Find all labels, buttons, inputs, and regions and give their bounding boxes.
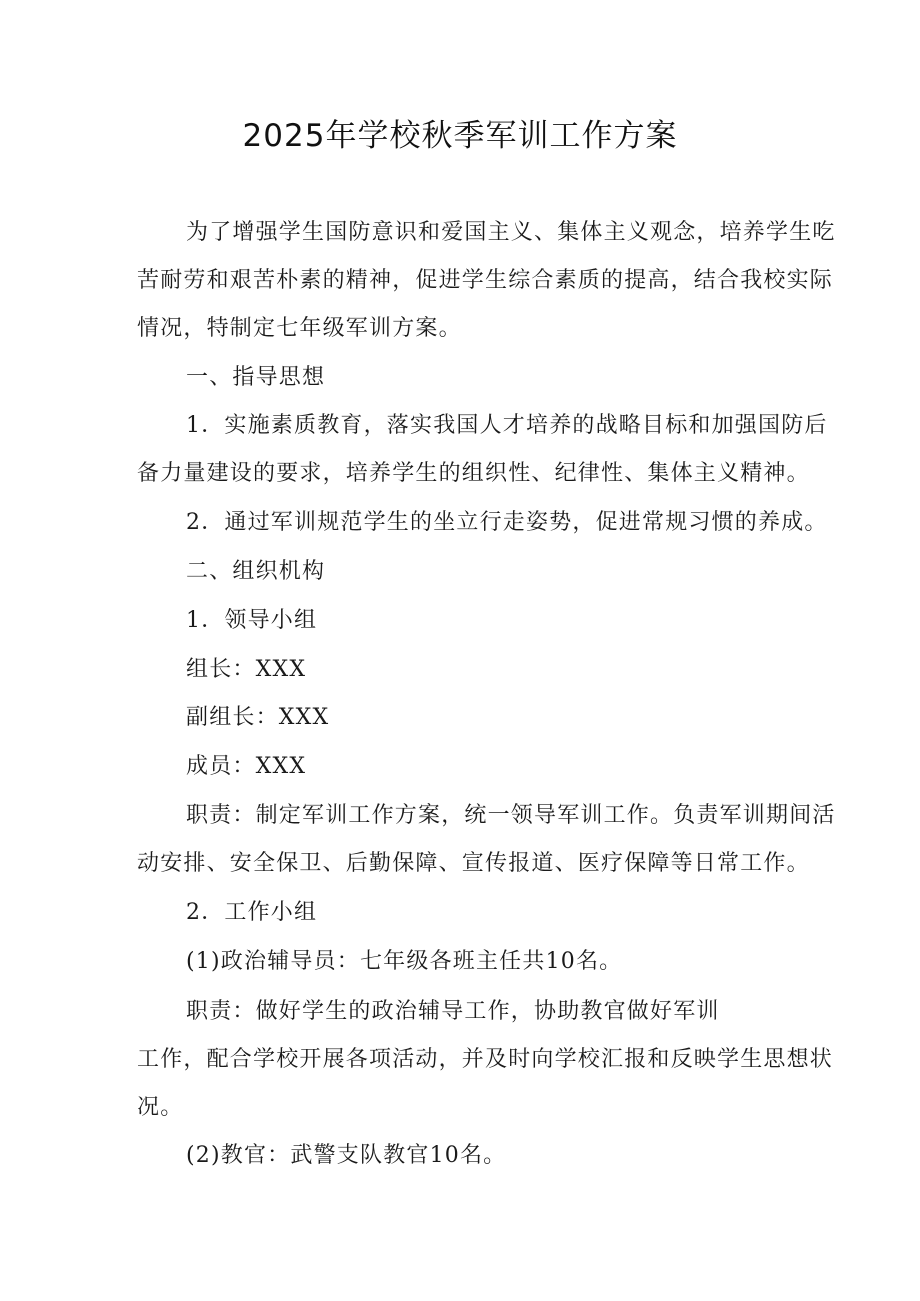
subsection-heading: 1．领导小组	[186, 608, 318, 633]
paragraph-line: 职责：做好学生的政治辅导工作，协助教官做好军训	[186, 999, 720, 1024]
paragraph-line: 况。	[137, 1095, 184, 1120]
paragraph-line: (2)教官：武警支队教官10名。	[186, 1143, 507, 1168]
section-heading: 二、组织机构	[186, 559, 326, 584]
paragraph-line: 备力量建设的要求，培养学生的组织性、纪律性、集体主义精神。	[137, 461, 810, 486]
paragraph-line: 情况，特制定七年级军训方案。	[137, 316, 462, 341]
paragraph-line: 动安排、安全保卫、后勤保障、宣传报道、医疗保障等日常工作。	[137, 851, 810, 876]
paragraph-line: (1)政治辅导员：七年级各班主任共10名。	[186, 949, 623, 974]
section-heading: 一、指导思想	[186, 365, 326, 390]
paragraph-line: 副组长：XXX	[186, 705, 330, 730]
paragraph-line: 职责：制定军训工作方案，统一领导军训工作。负责军训期间活	[186, 803, 836, 828]
paragraph-line: 组长：XXX	[186, 657, 307, 682]
paragraph-line: 成员：XXX	[186, 754, 307, 779]
paragraph-line: 1．实施素质教育，落实我国人才培养的战略目标和加强国防后	[186, 413, 828, 438]
paragraph-line: 苦耐劳和艰苦朴素的精神，促进学生综合素质的提高，结合我校实际	[137, 268, 834, 293]
paragraph-line: 为了增强学生国防意识和爱国主义、集体主义观念，培养学生吃	[186, 220, 836, 245]
paragraph-line: 2．通过军训规范学生的坐立行走姿势，促进常规习惯的养成。	[186, 510, 828, 535]
subsection-heading: 2．工作小组	[186, 900, 318, 925]
paragraph-line: 工作，配合学校开展各项活动，并及时向学校汇报和反映学生思想状	[137, 1047, 834, 1072]
document-title: 2025年学校秋季军训工作方案	[242, 118, 678, 154]
